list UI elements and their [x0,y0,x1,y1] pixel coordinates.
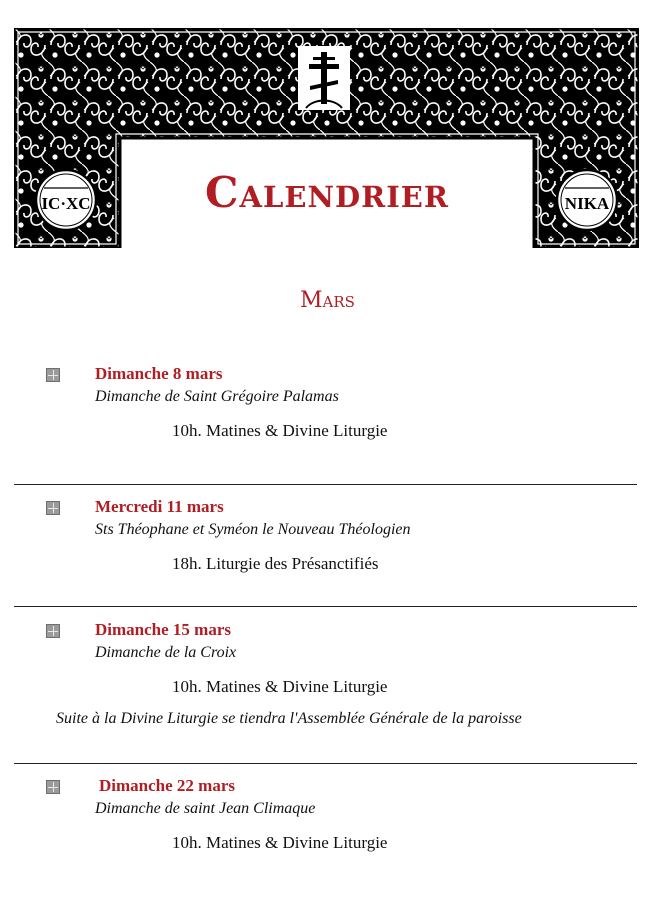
event-date: Mercredi 11 mars [95,497,224,516]
month-heading: Mars [300,288,355,313]
bullet-icon [46,780,60,794]
event-service: 10h. Matines & Divine Liturgie [172,833,388,852]
event-date: Dimanche 22 mars [99,776,235,795]
page-title: Calendrier [205,168,449,217]
medallion-left-text: IC·XC [41,194,91,213]
event-service: 18h. Liturgie des Présanctifiés [172,554,379,573]
event-date: Dimanche 8 mars [95,364,223,383]
event-note: Suite à la Divine Liturgie se tiendra l'Assemblée Générale de la paroisse [56,710,522,727]
event-date: Dimanche 15 mars [95,620,231,639]
event-feast: Dimanche de Saint Grégoire Palamas [95,388,339,405]
divider [14,606,637,607]
divider [14,763,637,764]
event-feast: Dimanche de la Croix [95,644,237,661]
event-service: 10h. Matines & Divine Liturgie [172,677,388,696]
bullet-icon [46,368,60,382]
medallion-right-text: NIKA [564,194,610,213]
bullet-icon [46,624,60,638]
bullet-icon [46,501,60,515]
event-service: 10h. Matines & Divine Liturgie [172,421,388,440]
event-feast: Dimanche de saint Jean Climaque [95,800,316,817]
event-feast: Sts Théophane et Syméon le Nouveau Théologien [95,521,411,538]
divider [14,484,637,485]
